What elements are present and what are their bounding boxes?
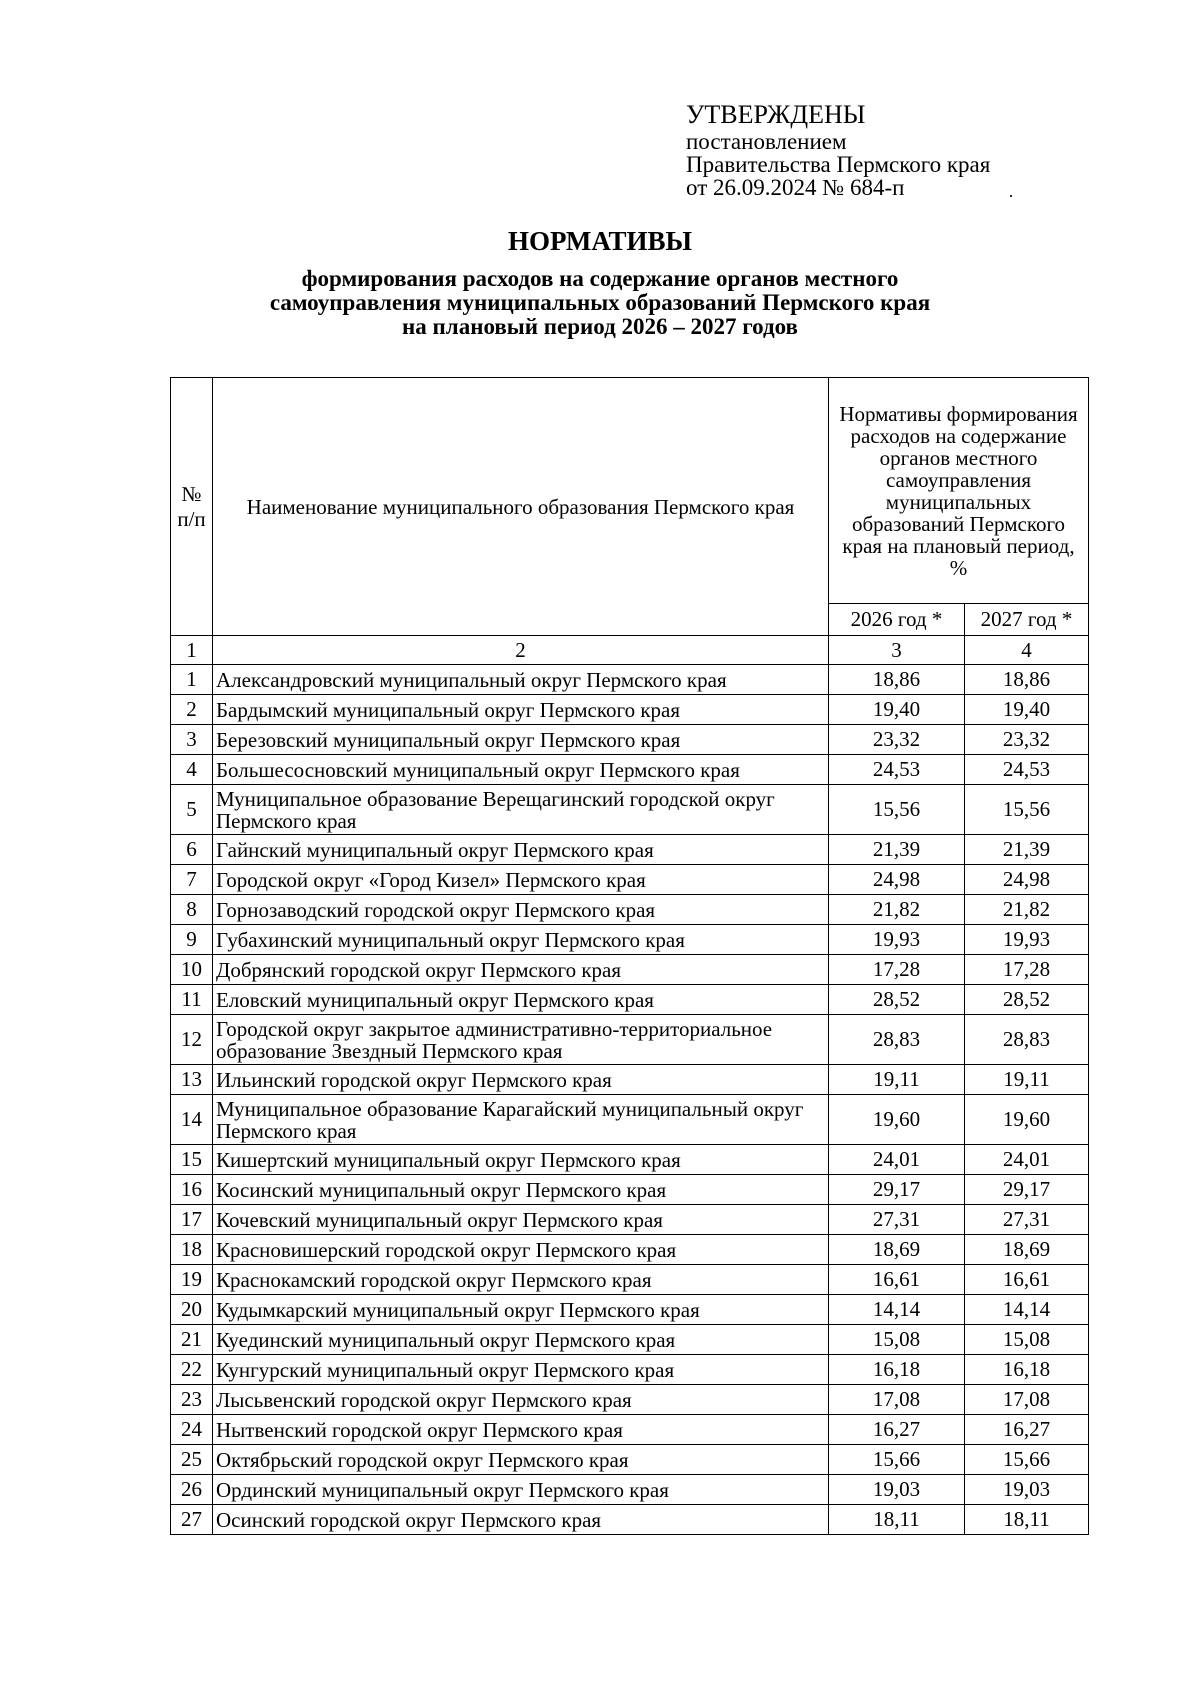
row-value-2026: 21,39 xyxy=(829,835,965,865)
row-municipality-name: Кочевский муниципальный округ Пермского края xyxy=(213,1205,829,1235)
row-municipality-name: Кунгурский муниципальный округ Пермского края xyxy=(213,1355,829,1385)
row-value-2027: 24,98 xyxy=(965,865,1089,895)
row-value-2026: 16,18 xyxy=(829,1355,965,1385)
row-number: 17 xyxy=(171,1205,213,1235)
table-row xyxy=(171,1355,1089,1385)
row-municipality-name: Красновишерский городской округ Пермского края xyxy=(213,1235,829,1265)
table-row xyxy=(171,1235,1089,1265)
table-row xyxy=(171,835,1089,865)
table-row xyxy=(171,1475,1089,1505)
row-value-2026: 19,40 xyxy=(829,695,965,725)
row-value-2027: 19,03 xyxy=(965,1475,1089,1505)
row-number: 14 xyxy=(171,1095,213,1145)
row-number: 24 xyxy=(171,1415,213,1445)
table-row xyxy=(171,785,1089,835)
table-row xyxy=(171,1445,1089,1475)
row-value-2026: 28,83 xyxy=(829,1015,965,1065)
table-row xyxy=(171,1205,1089,1235)
row-municipality-name: Нытвенский городской округ Пермского края xyxy=(213,1415,829,1445)
row-value-2026: 24,53 xyxy=(829,755,965,785)
row-value-2027: 28,52 xyxy=(965,985,1089,1015)
row-municipality-name: Ординский муниципальный округ Пермского края xyxy=(213,1475,829,1505)
row-value-2026: 21,82 xyxy=(829,895,965,925)
row-number: 10 xyxy=(171,955,213,985)
row-municipality-name: Александровский муниципальный округ Пермского края xyxy=(213,665,829,695)
row-number: 2 xyxy=(171,695,213,725)
row-number: 27 xyxy=(171,1505,213,1535)
row-value-2026: 19,93 xyxy=(829,925,965,955)
approval-line-decree: постановлением xyxy=(686,129,847,154)
row-number: 6 xyxy=(171,835,213,865)
table-row xyxy=(171,895,1089,925)
table-row xyxy=(171,1385,1089,1415)
header-num: № п/п xyxy=(171,378,213,636)
table-row xyxy=(171,985,1089,1015)
table-row xyxy=(171,925,1089,955)
row-municipality-name: Муниципальное образование Верещагинский городской округ Пермского края xyxy=(213,785,829,835)
header-name: Наименование муниципального образования Пермского края xyxy=(213,378,829,636)
row-number: 26 xyxy=(171,1475,213,1505)
row-number: 19 xyxy=(171,1265,213,1295)
approval-line-government: Правительства Пермского края xyxy=(686,152,991,177)
row-municipality-name: Муниципальное образование Карагайский муниципальный округ Пермского края xyxy=(213,1095,829,1145)
row-value-2027: 17,08 xyxy=(965,1385,1089,1415)
table-row xyxy=(171,755,1089,785)
row-number: 13 xyxy=(171,1065,213,1095)
row-number: 9 xyxy=(171,925,213,955)
table-row xyxy=(171,955,1089,985)
row-number: 15 xyxy=(171,1145,213,1175)
subtitle-line: формирования расходов на содержание органов местного xyxy=(301,266,899,291)
row-value-2027: 24,01 xyxy=(965,1145,1089,1175)
row-municipality-name: Куединский муниципальный округ Пермского края xyxy=(213,1325,829,1355)
row-value-2026: 15,08 xyxy=(829,1325,965,1355)
header-year-2027: 2027 год * xyxy=(965,604,1089,636)
decorative-mark: · xyxy=(1008,186,1014,206)
row-value-2027: 24,53 xyxy=(965,755,1089,785)
row-municipality-name: Добрянский городской округ Пермского края xyxy=(213,955,829,985)
row-value-2027: 16,18 xyxy=(965,1355,1089,1385)
row-number: 16 xyxy=(171,1175,213,1205)
row-municipality-name: Губахинский муниципальный округ Пермского края xyxy=(213,925,829,955)
subtitle-line: самоуправления муниципальных образований Пермского края xyxy=(269,290,931,315)
row-municipality-name: Кудымкарский муниципальный округ Пермского края xyxy=(213,1295,829,1325)
row-value-2026: 18,69 xyxy=(829,1235,965,1265)
row-municipality-name: Краснокамский городской округ Пермского края xyxy=(213,1265,829,1295)
table-row xyxy=(171,1415,1089,1445)
index-cell: 3 xyxy=(829,636,965,665)
row-value-2027: 16,27 xyxy=(965,1415,1089,1445)
table-row xyxy=(171,1295,1089,1325)
subtitle-line: на плановый период 2026 – 2027 годов xyxy=(402,314,798,339)
row-municipality-name: Ильинский городской округ Пермского края xyxy=(213,1065,829,1095)
row-value-2026: 14,14 xyxy=(829,1295,965,1325)
row-value-2026: 29,17 xyxy=(829,1175,965,1205)
row-value-2027: 19,60 xyxy=(965,1095,1089,1145)
row-value-2027: 18,86 xyxy=(965,665,1089,695)
row-number: 3 xyxy=(171,725,213,755)
row-value-2026: 15,66 xyxy=(829,1445,965,1475)
row-value-2027: 15,56 xyxy=(965,785,1089,835)
row-value-2027: 18,69 xyxy=(965,1235,1089,1265)
row-municipality-name: Городской округ «Город Кизел» Пермского края xyxy=(213,865,829,895)
row-value-2026: 23,32 xyxy=(829,725,965,755)
norms-table-body xyxy=(171,665,1089,1535)
table-row xyxy=(171,665,1089,695)
row-value-2026: 16,27 xyxy=(829,1415,965,1445)
row-number: 1 xyxy=(171,665,213,695)
row-value-2027: 15,08 xyxy=(965,1325,1089,1355)
row-municipality-name: Городской округ закрытое административно-территориальное образование Звездный Пермского края xyxy=(213,1015,829,1065)
document-subtitle xyxy=(160,267,1040,339)
row-value-2026: 17,08 xyxy=(829,1385,965,1415)
row-value-2026: 24,01 xyxy=(829,1145,965,1175)
approval-heading: УТВЕРЖДЕНЫ xyxy=(686,100,866,129)
header-norms: Нормативы формирования расходов на содержание органов местного самоуправления муниципальных образований Пермского края на плановый период, % xyxy=(829,378,1089,604)
row-number: 21 xyxy=(171,1325,213,1355)
row-value-2026: 24,98 xyxy=(829,865,965,895)
row-municipality-name: Бардымский муниципальный округ Пермского края xyxy=(213,695,829,725)
row-value-2026: 15,56 xyxy=(829,785,965,835)
row-number: 11 xyxy=(171,985,213,1015)
row-value-2026: 27,31 xyxy=(829,1205,965,1235)
approval-block xyxy=(686,100,990,199)
row-municipality-name: Осинский городской округ Пермского края xyxy=(213,1505,829,1535)
row-value-2027: 23,32 xyxy=(965,725,1089,755)
row-value-2026: 28,52 xyxy=(829,985,965,1015)
row-municipality-name: Еловский муниципальный округ Пермского края xyxy=(213,985,829,1015)
row-value-2026: 19,11 xyxy=(829,1065,965,1095)
table-row xyxy=(171,1265,1089,1295)
row-municipality-name: Косинский муниципальный округ Пермского края xyxy=(213,1175,829,1205)
row-value-2027: 21,82 xyxy=(965,895,1089,925)
row-value-2026: 19,60 xyxy=(829,1095,965,1145)
row-value-2027: 18,11 xyxy=(965,1505,1089,1535)
row-number: 8 xyxy=(171,895,213,925)
row-value-2027: 19,40 xyxy=(965,695,1089,725)
row-municipality-name: Октябрьский городской округ Пермского края xyxy=(213,1445,829,1475)
row-value-2027: 27,31 xyxy=(965,1205,1089,1235)
row-value-2027: 19,11 xyxy=(965,1065,1089,1095)
index-cell: 4 xyxy=(965,636,1089,665)
row-number: 4 xyxy=(171,755,213,785)
row-value-2027: 19,93 xyxy=(965,925,1089,955)
row-value-2027: 21,39 xyxy=(965,835,1089,865)
index-cell: 1 xyxy=(171,636,213,665)
table-row xyxy=(171,1505,1089,1535)
row-municipality-name: Большесосновский муниципальный округ Пермского края xyxy=(213,755,829,785)
row-number: 18 xyxy=(171,1235,213,1265)
row-value-2026: 18,86 xyxy=(829,665,965,695)
table-row xyxy=(171,725,1089,755)
table-row xyxy=(171,695,1089,725)
row-number: 23 xyxy=(171,1385,213,1415)
row-number: 12 xyxy=(171,1015,213,1065)
row-value-2027: 29,17 xyxy=(965,1175,1089,1205)
row-number: 5 xyxy=(171,785,213,835)
row-number: 25 xyxy=(171,1445,213,1475)
norms-table xyxy=(170,377,1089,1535)
row-value-2026: 17,28 xyxy=(829,955,965,985)
row-municipality-name: Березовский муниципальный округ Пермского края xyxy=(213,725,829,755)
row-municipality-name: Кишертский муниципальный округ Пермского края xyxy=(213,1145,829,1175)
table-row xyxy=(171,1065,1089,1095)
approval-line-date: от 26.09.2024 № 684-п xyxy=(686,175,905,200)
row-value-2026: 18,11 xyxy=(829,1505,965,1535)
row-value-2026: 16,61 xyxy=(829,1265,965,1295)
row-value-2027: 17,28 xyxy=(965,955,1089,985)
table-row xyxy=(171,1175,1089,1205)
row-number: 7 xyxy=(171,865,213,895)
row-value-2027: 15,66 xyxy=(965,1445,1089,1475)
document-title: НОРМАТИВЫ xyxy=(507,226,693,256)
row-value-2027: 28,83 xyxy=(965,1015,1089,1065)
row-municipality-name: Лысьвенский городской округ Пермского края xyxy=(213,1385,829,1415)
row-number: 20 xyxy=(171,1295,213,1325)
row-municipality-name: Горнозаводский городской округ Пермского края xyxy=(213,895,829,925)
index-cell: 2 xyxy=(213,636,829,665)
row-value-2027: 14,14 xyxy=(965,1295,1089,1325)
row-value-2027: 16,61 xyxy=(965,1265,1089,1295)
row-number: 22 xyxy=(171,1355,213,1385)
row-value-2026: 19,03 xyxy=(829,1475,965,1505)
table-row xyxy=(171,1325,1089,1355)
table-row xyxy=(171,1015,1089,1065)
table-row xyxy=(171,865,1089,895)
header-year-2026: 2026 год * xyxy=(829,604,965,636)
table-row xyxy=(171,1145,1089,1175)
row-municipality-name: Гайнский муниципальный округ Пермского края xyxy=(213,835,829,865)
table-row xyxy=(171,1095,1089,1145)
